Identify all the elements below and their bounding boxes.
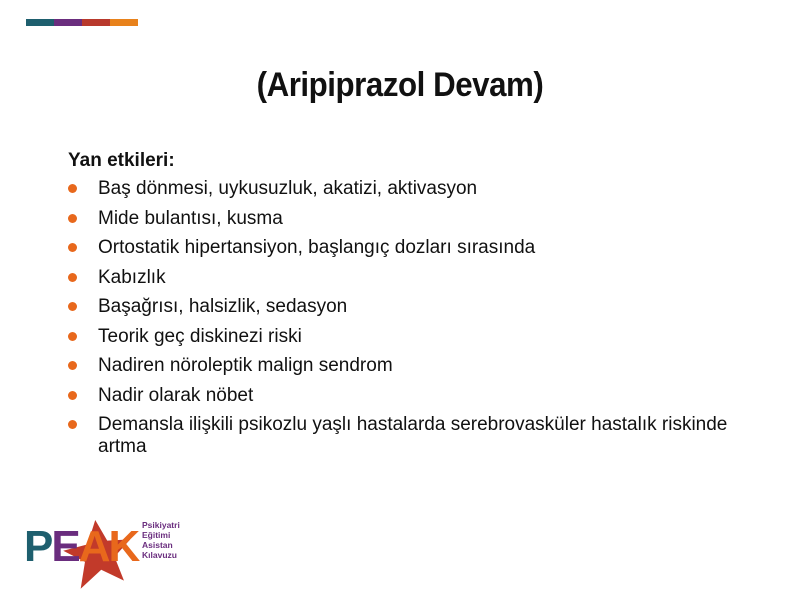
logo-letter-e: E (51, 522, 79, 571)
bullet-icon (68, 273, 77, 282)
bullet-text: Kabızlık (98, 266, 166, 288)
bullet-icon (68, 420, 77, 429)
logo-letters (24, 522, 138, 572)
logo-subtitle (142, 520, 180, 560)
bullet-item (68, 267, 748, 289)
logo-letter-p: P (24, 522, 52, 571)
bullet-item (68, 414, 748, 458)
bullet-item (68, 385, 748, 407)
section-heading: Yan etkileri: (68, 150, 175, 171)
color-bar-segment-1 (26, 19, 54, 26)
logo-subtitle-line: Asistan (142, 540, 173, 550)
bullet-text: Mide bulantısı, kusma (98, 207, 283, 229)
slide-title: (Aripiprazol Devam) (256, 66, 544, 104)
bullet-text: Ortostatik hipertansiyon, başlangıç dozları sırasında (98, 237, 536, 258)
bullet-text: Baş dönmesi, uykusuzluk, akatizi, aktivasyon (98, 178, 478, 199)
color-bar-segment-2 (54, 19, 82, 26)
bullet-icon (68, 184, 77, 193)
bullet-text: Nadir olarak nöbet (98, 384, 254, 406)
color-bar-segment-3 (82, 19, 110, 26)
bullet-icon (68, 391, 77, 400)
logo-subtitle-line: Eğitimi (142, 530, 171, 540)
top-color-bar (26, 19, 138, 26)
logo-letter-k: K (108, 522, 139, 571)
bullet-item (68, 296, 748, 318)
bullet-text: Teorik geç diskinezi riski (98, 325, 302, 347)
bullet-text: Başağrısı, halsizlik, sedasyon (98, 296, 348, 317)
logo-subtitle-line: Psikiyatri (142, 520, 180, 530)
bullet-icon (68, 361, 77, 370)
color-bar-segment-4 (110, 19, 138, 26)
peak-logo (24, 518, 184, 588)
bullet-item (68, 208, 748, 230)
bullet-icon (68, 302, 77, 311)
bullet-item (68, 355, 748, 377)
bullet-text: Nadiren nöroleptik malign sendrom (98, 355, 393, 376)
bullet-text: Demansla ilişkili psikozlu yaşlı hastalarda serebrovasküler hastalık riskinde artma (98, 414, 728, 457)
bullet-item (68, 178, 748, 200)
bullet-item (68, 326, 748, 348)
bullet-list (68, 178, 748, 458)
logo-letter-a: A (78, 522, 109, 571)
bullet-icon (68, 243, 77, 252)
bullet-icon (68, 332, 77, 341)
bullet-icon (68, 214, 77, 223)
logo-subtitle-line: Kılavuzu (142, 550, 177, 560)
slide-content (68, 150, 748, 466)
bullet-item (68, 237, 748, 259)
